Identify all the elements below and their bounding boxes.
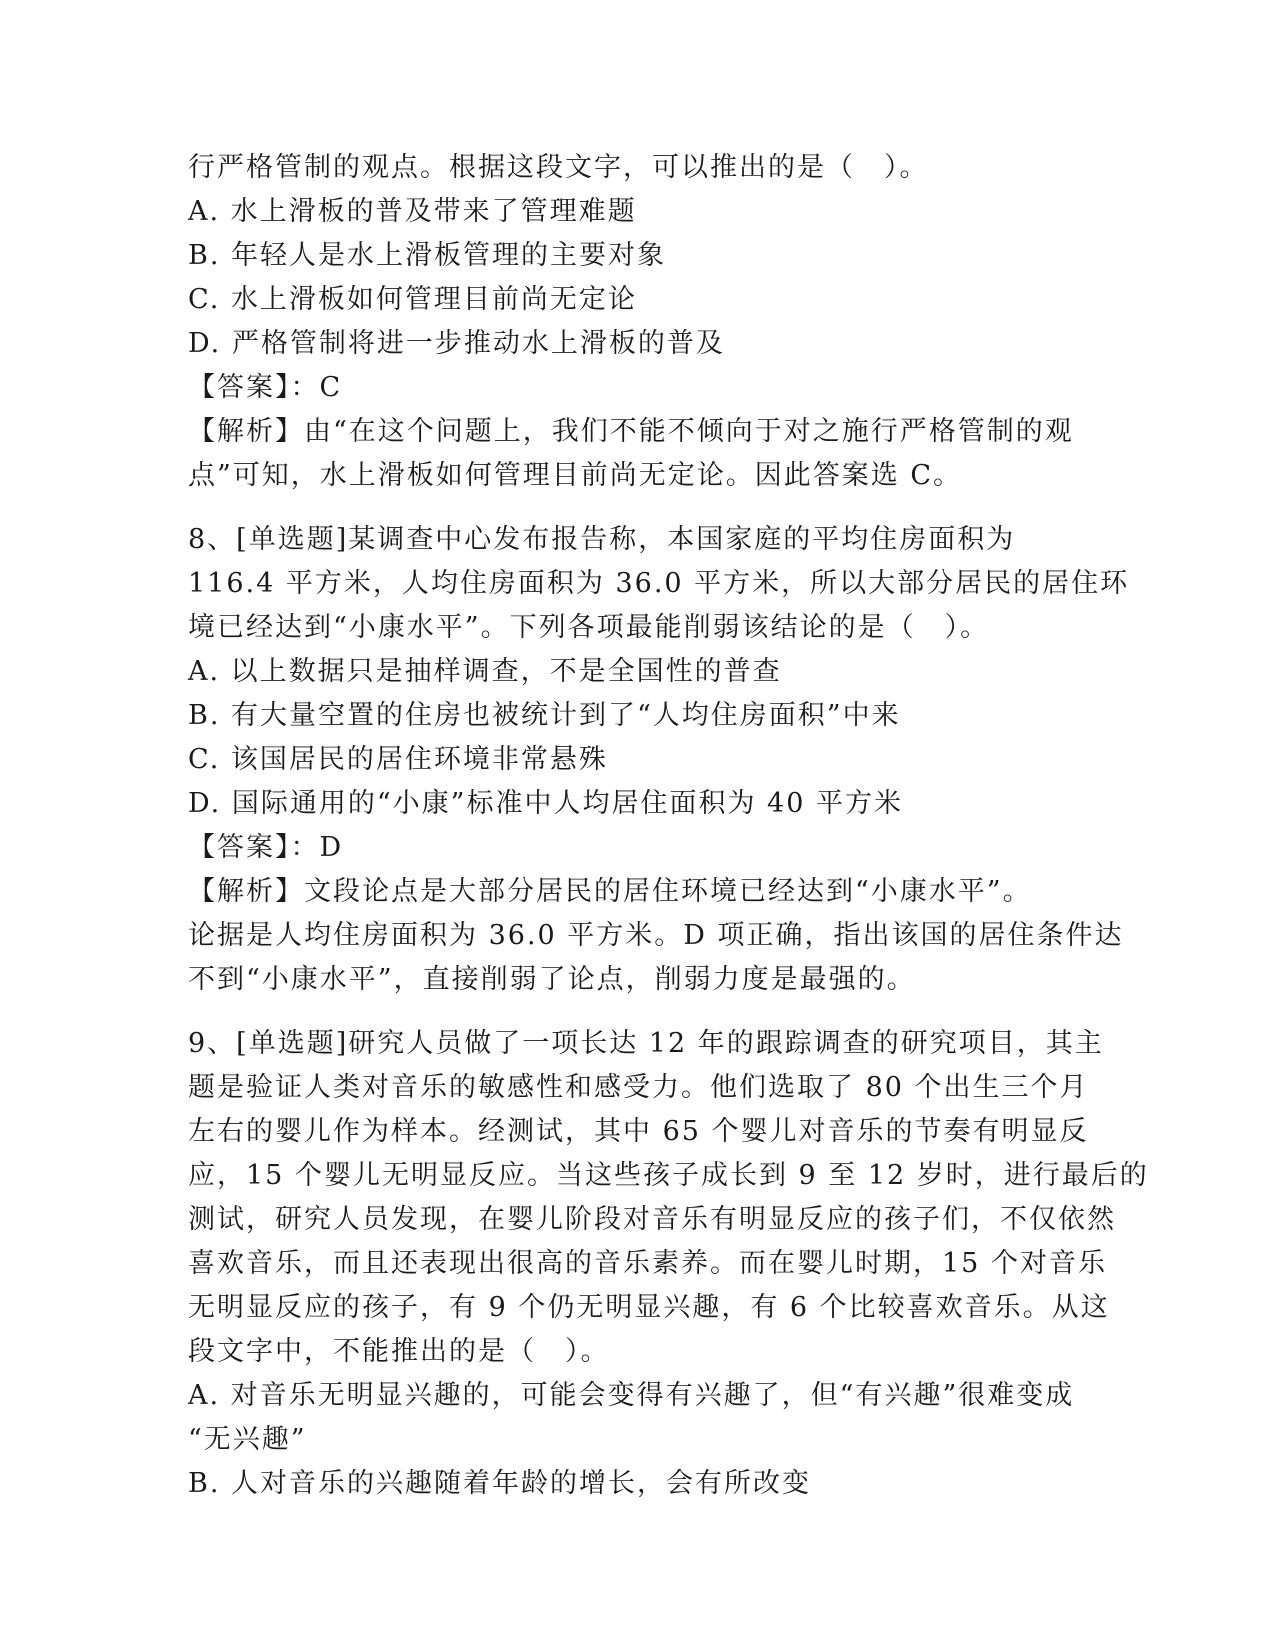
answer-line: 【答案】：D — [188, 832, 344, 863]
answer-line: 【答案】：C — [188, 372, 343, 403]
question-stem-line: 测试，研究人员发现，在婴儿阶段对音乐有明显反应的孩子们，不仅依然 — [188, 1204, 1116, 1235]
question-stem-line: 9、[单选题]研究人员做了一项长达 12 年的跟踪调查的研究项目，其主 — [188, 1028, 1104, 1059]
question-stem-line: 行严格管制的观点。根据这段文字，可以推出的是（ ）。 — [188, 152, 929, 183]
spacer — [188, 1002, 1088, 1022]
option-a: A. 对音乐无明显兴趣的，可能会变得有兴趣了，但“有兴趣”很难变成 — [188, 1380, 1075, 1411]
question-stem-line: 段文字中，不能推出的是（ ）。 — [188, 1336, 610, 1367]
question-stem-line: 116.4 平方米，人均住房面积为 36.0 平方米，所以大部分居民的居住环 — [188, 568, 1130, 599]
question-8 — [188, 518, 1130, 1002]
option-d: D. 国际通用的“小康”标准中人均居住面积为 40 平方米 — [188, 788, 903, 819]
analysis-line: 论据是人均住房面积为 36.0 平方米。D 项正确，指出该国的居住条件达 — [188, 920, 1124, 951]
question-stem-line: 无明显反应的孩子，有 9 个仍无明显兴趣，有 6 个比较喜欢音乐。从这 — [188, 1292, 1110, 1323]
option-a: A. 水上滑板的普及带来了管理难题 — [188, 196, 637, 227]
option-b: B. 人对音乐的兴趣随着年龄的增长，会有所改变 — [188, 1468, 812, 1499]
question-9 — [188, 1022, 1149, 1506]
question-7-continued — [188, 146, 1088, 498]
question-stem-line: 应，15 个婴儿无明显反应。当这些孩子成长到 9 至 12 岁时，进行最后的 — [188, 1160, 1149, 1191]
analysis-line: 【解析】由“在这个问题上，我们不能不倾向于对之施行严格管制的观 — [188, 416, 1074, 447]
question-stem-line: 境已经达到“小康水平”。下列各项最能削弱该结论的是（ ）。 — [188, 612, 990, 643]
analysis-line: 不到“小康水平”，直接削弱了论点，削弱力度是最强的。 — [188, 964, 916, 995]
analysis-line: 点”可知，水上滑板如何管理目前尚无定论。因此答案选 C。 — [188, 460, 963, 491]
question-stem-line: 题是验证人类对音乐的敏感性和感受力。他们选取了 80 个出生三个月 — [188, 1072, 1089, 1103]
option-a: A. 以上数据只是抽样调查，不是全国性的普查 — [188, 656, 782, 687]
document-page — [188, 146, 1149, 1506]
spacer — [188, 498, 1088, 518]
option-b: B. 年轻人是水上滑板管理的主要对象 — [188, 240, 667, 271]
option-b: B. 有大量空置的住房也被统计到了“人均住房面积”中来 — [188, 700, 901, 731]
option-a-continued: “无兴趣” — [188, 1424, 307, 1455]
question-stem-line: 左右的婴儿作为样本。经测试，其中 65 个婴儿对音乐的节奏有明显反 — [188, 1116, 1089, 1147]
option-c: C. 水上滑板如何管理目前尚无定论 — [188, 284, 637, 315]
option-c: C. 该国居民的居住环境非常悬殊 — [188, 744, 608, 775]
question-stem-line: 喜欢音乐，而且还表现出很高的音乐素养。而在婴儿时期，15 个对音乐 — [188, 1248, 1107, 1279]
analysis-line: 【解析】文段论点是大部分居民的居住环境已经达到“小康水平”。 — [188, 876, 1032, 907]
option-d: D. 严格管制将进一步推动水上滑板的普及 — [188, 328, 725, 359]
question-stem-line: 8、[单选题]某调查中心发布报告称，本国家庭的平均住房面积为 — [188, 524, 1016, 555]
